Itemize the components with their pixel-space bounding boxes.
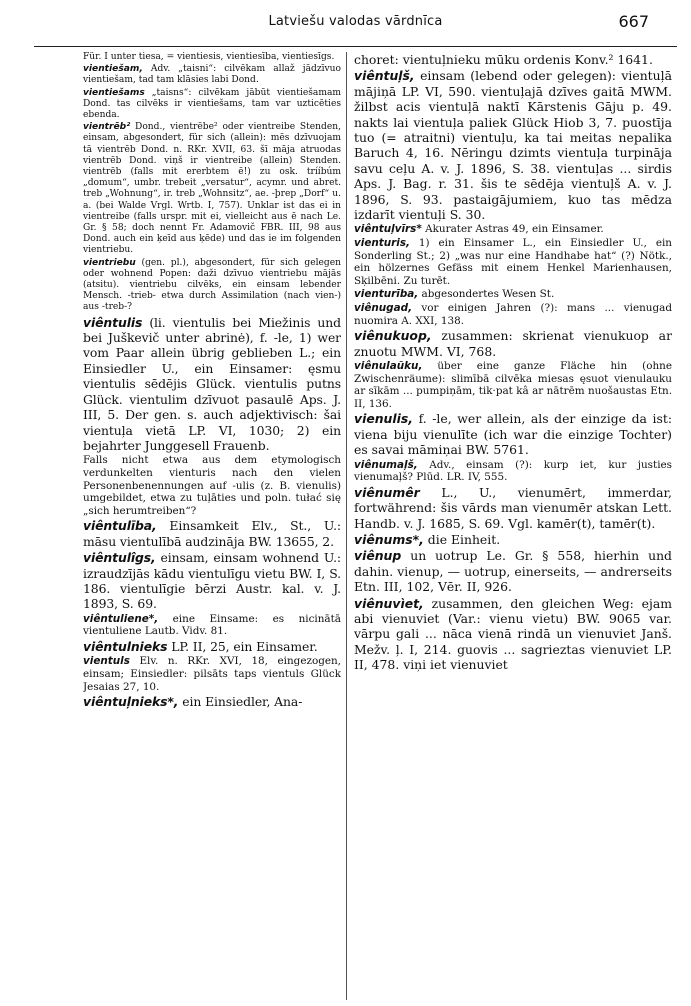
entry-headword: viêntuļš, xyxy=(354,68,415,84)
running-title: Latviešu valodas vārdnīca xyxy=(268,14,443,29)
entry-definition: choret: vientuļnieku mūku ordenis Konv.² 1641. xyxy=(354,52,653,67)
entry-headword: viênup xyxy=(354,548,402,564)
dictionary-entry xyxy=(354,459,672,484)
header-rule xyxy=(34,46,677,47)
entry-definition: die Einheit. xyxy=(427,532,501,548)
dictionary-entry xyxy=(354,223,672,236)
entry-definition: Adv. „taisni“: cilvēkam allaž jādzīvuo vientiešam, tad tam klāsies labi Dond. xyxy=(83,64,341,86)
entry-definition: f. -le, wer allein, als der einzige da ist: viena biju vienulīte (ich war die einzige Tochter) es savai māmiņai BW. 5761. xyxy=(354,411,672,458)
entry-headword: vientiešams xyxy=(83,87,145,98)
dictionary-entry xyxy=(83,64,341,86)
dictionary-entry xyxy=(354,548,672,594)
entry-headword: vientriebu xyxy=(83,257,136,268)
entry-definition: abgesondertes Wesen St. xyxy=(421,288,555,301)
entry-definition: eine Einsame: es nicinātā vientuliene Lautb. Vidv. 81. xyxy=(83,612,341,638)
dictionary-entry xyxy=(354,360,672,410)
entry-headword: viênumêr xyxy=(354,484,420,500)
left-column xyxy=(83,52,341,1000)
dictionary-entry xyxy=(83,518,341,549)
dictionary-entry xyxy=(83,122,341,256)
dictionary-entry xyxy=(83,88,341,122)
dictionary-entry xyxy=(354,532,672,547)
dictionary-entry xyxy=(354,52,672,67)
dictionary-entry xyxy=(354,485,672,531)
page-number: 667 xyxy=(618,12,649,31)
entry-definition: „taisns“: cilvēkam jābūt vientiešamam Dond. tas cilvēks ir vientiešams, tam var uzticēties ebenda. xyxy=(83,87,341,121)
entry-definition: (gen. pl.), abgesondert, für sich gelegen oder wohnend Popen: daži dzīvuo vientriebu mājās (atsitu). vientriebu cilvēks, ein einsam lebender Mensch. -trieb- etwa durch Assimilation (nach vien-) aus -treb-? xyxy=(83,257,341,313)
column-divider xyxy=(346,52,347,1000)
page-header xyxy=(34,0,677,48)
entry-headword: viênulaũku, xyxy=(354,360,423,373)
entry-definition: 1) ein Einsamer L., ein Einsiedler U., ein Sonderling St.; 2) „was nur eine Handhabe hat“ (?) Nötk., ein hölzernes Gefäss mit einem Henkel Marienhausen, Sķilbēni. Zu turēt. xyxy=(354,237,672,287)
entry-definition: vor einigen Jahren (?): mans ... vienugad nuomira A. XXI, 138. xyxy=(354,302,672,327)
entry-headword: vienturība, xyxy=(354,288,419,301)
entry-headword: viênukuop, xyxy=(354,328,432,344)
entry-headword: viêntulnieks xyxy=(83,638,168,654)
entry-definition: Elv. n. RKr. XVI, 18, eingezogen, einsam; Einsiedler: pilsāts taps vientuls Glück Jesaias 27, 10. xyxy=(83,655,341,693)
entry-definition: Adv., einsam (?): kurp iet, kur justies vienumaļš? Plūd. LR. IV, 555. xyxy=(354,458,672,484)
entry-headword: viênums*, xyxy=(354,532,424,548)
dictionary-entry xyxy=(83,639,341,654)
entry-definition: zusammen: skrienat vienukuop ar znuotu MWM. VI, 768. xyxy=(354,328,672,359)
entry-definition: ein Einsiedler, Ana- xyxy=(182,694,303,710)
dictionary-entry xyxy=(354,68,672,222)
entry-definition: Falls nicht etwa aus dem etymologisch verdunkelten vienturis nach den vielen Personenbenennungen auf -ulis (z. B. vienulis) umgebildet, etwa zu tuļāties und poln. tułać się „sich herumtreiben“? xyxy=(83,454,341,517)
dictionary-entry xyxy=(83,613,341,638)
dictionary-entry xyxy=(354,328,672,359)
dictionary-entry xyxy=(83,655,341,693)
entry-headword: viêntulība, xyxy=(83,518,157,534)
entry-headword: viêntuliene*, xyxy=(83,612,159,625)
right-column xyxy=(354,52,672,1000)
entry-definition: un uotrup Le. Gr. § 558, hierhin und dahin. vienup, — uotrup, einerseits, — andrerseits Etn. III, 102, Vēr. II, 926. xyxy=(354,548,672,595)
entry-definition: Einsamkeit Elv., St., U.: māsu vientulībā audzināja BW. 13655, 2. xyxy=(83,518,341,549)
entry-headword: viêntulîgs, xyxy=(83,550,156,566)
entry-headword: vienulis, xyxy=(354,411,413,427)
dictionary-entry xyxy=(83,258,341,314)
dictionary-entry xyxy=(354,288,672,301)
dictionary-entry xyxy=(83,454,341,517)
entry-headword: viêntuļnieks*, xyxy=(83,694,179,710)
entry-definition: über eine ganze Fläche hin (ohne Zwischenräume): slimībā cilvēka miesas ęsuot vienulauku ar sīkām ... pumpiņām, tik·pat kâ ar nātrēm nuošaustas Etn. II, 136. xyxy=(354,360,672,410)
dictionary-entry xyxy=(83,315,341,454)
dictionary-entry xyxy=(83,52,341,63)
entry-headword: vientuls xyxy=(83,655,130,668)
entry-headword: vienturis, xyxy=(354,237,410,250)
entry-headword: viênugad, xyxy=(354,302,413,315)
dictionary-entry xyxy=(354,411,672,457)
entry-definition: (li. vientulis bei Miežinis und bei Juškevič unter abrinė), f. -le, 1) wer vom Paar allein übrig geblieben L.; ein Einsiedler U., ein Einsamer: ęsmu vientulis sēdējis Glück. vientulis putns Glück. vientulim dzīvuot pasaulē Aps. J. III, 5. Der gen. s. auch adjektivisch: šai vientuļa vietā LP. VI, 1030; 2) ein bejahrter Junggesell Frauenb. xyxy=(83,314,341,453)
entry-definition: zusammen, den gleichen Weg: ejam abi vienuviet (Var.: vienu vietu) BW. 9065 var. vārpu gali ... nāca vienā rindā un vienuviet Janš. Mežv. ļ. I, 214. guovis ... sagrieztas vienuviet LP. II, 478. viņi iet vienuviet xyxy=(354,595,672,673)
dictionary-entry xyxy=(83,694,341,709)
dictionary-entry xyxy=(354,596,672,673)
entry-headword: vientiešam, xyxy=(83,64,143,75)
entry-definition: Akurater Astras 49, ein Einsamer. xyxy=(425,223,604,236)
entry-definition: Dond., vientrēbe² oder vientreibe Stenden, einsam, abgesondert, für sich (allein): mēs dzīvuojam tā vientrēb Dond. n. RKr. XVII, 63. šī māja atruodas vientrēb Dond. viņš ir vientreibe (allein) Stenden. vientrēb (falls mit ererbtem ē!) zu osk. trííbúm „domum“, umbr. trebeit „versatur“, acymr. und abret. treb „Wohnung“, ir. treb „Wohnsitz“, ae. -þrep „Dorf“ u. a. (bei Walde Vrgl. Wrtb. I, 757). Unklar ist das ei in vientreibe (falls urspr. mit ei, vielleicht aus ē nach Le. Gr. § 58; doch nennt Fr. Adamovič FBR. III, 98 aus Dond. auch ein ķeīd aus ķēde) und das ie im folgenden vientriebu. xyxy=(83,122,341,256)
dictionary-entry xyxy=(354,302,672,327)
entry-headword: viêntulis xyxy=(83,314,143,330)
entry-headword: viênumaļš, xyxy=(354,458,418,471)
entry-definition: einsam, einsam wohnend U.: izraudzījās kādu vientulīgu vietu BW. I, S. 186. vientulīgie bērzi Austr. kal. v. J. 1893, S. 69. xyxy=(83,550,341,612)
entry-headword: vientrēb² xyxy=(83,122,131,133)
entry-definition: Für. I unter tiesa, = vientiesis, vientiesība, vientiesīgs. xyxy=(83,52,335,62)
entry-definition: L., U., vienumērt, immerdar, fortwährend: šis vārds man vienumēr atskan Lett. Handb. v. J. 1685, S. 69. Vgl. kamēr(t), tamēr(t). xyxy=(354,484,672,531)
entry-definition: LP. II, 25, ein Einsamer. xyxy=(171,638,318,654)
dictionary-entry xyxy=(354,237,672,287)
dictionary-entry xyxy=(83,550,341,612)
entry-headword: viêntuļvīrs* xyxy=(354,223,422,236)
entry-definition: einsam (lebend oder gelegen): vientuļā mājiņā LP. VI, 590. vientuļajā dzīves gaitā MWM. žilbst acis vientuļā naktī Kārstenis Gāju p. 49. nakts lai vientuļa paliek Glück Hiob 3, 7. puostīja tuo (= atraitni) vientuļu, ka tai meitas nepalika Baruch 4, 16. Nēringu dzimts vientuļa turpināja savu ceļu A. v. J. 1896, S. 38. vientuļas ... sirdis Aps. J. Bag. r. 31. šis te sēdēja vientuļš A. v. J. 1896, S. 93. pastaigājumiem, kuo tas mēdza izdarīt vientuļi S. 30. xyxy=(354,68,672,223)
entry-headword: viênuvìet, xyxy=(354,595,424,611)
